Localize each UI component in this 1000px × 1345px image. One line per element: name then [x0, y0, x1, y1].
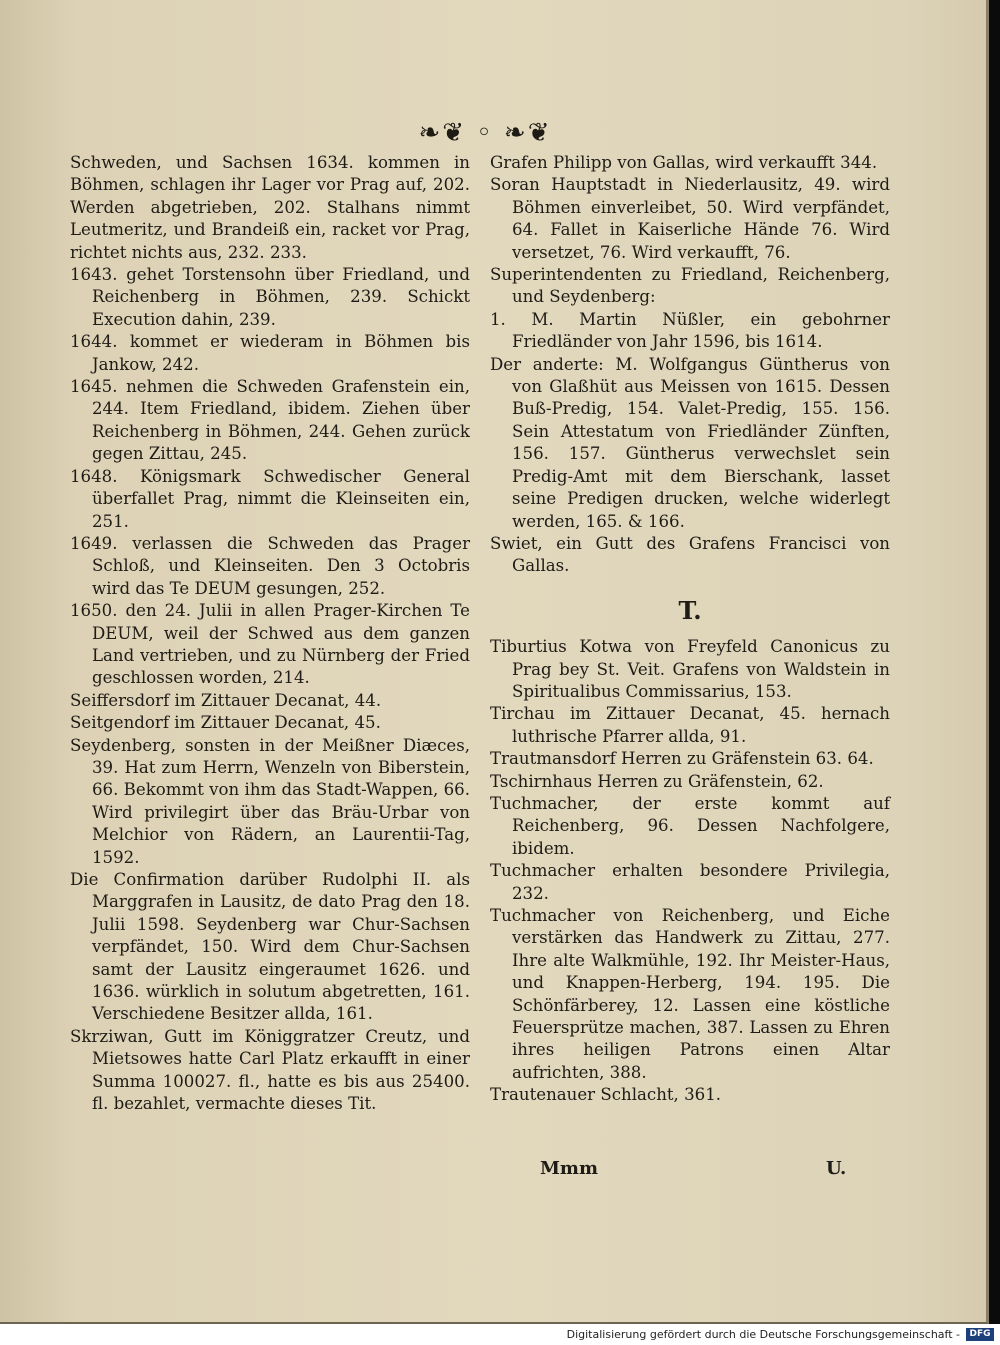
index-entry: 1. M. Martin Nüßler, ein gebohrner Friedländer von Jahr 1596, bis 1614. — [490, 309, 890, 352]
index-entry: Tuchmacher, der erste kommt auf Reichenberg, 96. Dessen Nachfolgere, ibidem. — [490, 793, 890, 858]
index-entry: Tuchmacher erhalten besondere Privilegia, 232. — [490, 861, 890, 903]
index-entry: Seitgendorf im Zittauer Decanat, 45. — [70, 713, 381, 733]
catchword: U. — [826, 1158, 847, 1179]
index-entry: Tuchmacher von Reichenberg, und Eiche verstärken das Handwerk zu Zittau, 277. Ihre alte Walkmühle, 192. Ihr Meister-Haus, und Knappen-Herberg, 194. 195. Die Schönfärberey, 12. Lassen eine köstliche Feuersprütze machen, 387. Lassen zu Ehren ihres heiligen Patrons einen Altar aufrichten, 388. — [490, 906, 890, 1082]
index-entry: Swiet, ein Gutt des Grafens Francisci von Gallas. — [490, 533, 890, 576]
dfg-logo: DFG — [966, 1328, 994, 1341]
index-entry: 1650. den 24. Julii in allen Prager-Kirchen Te DEUM, weil der Schwed aus dem ganzen Land vertrieben, und zu Nürnberg der Fried geschlossen worden, 214. — [70, 601, 470, 688]
index-entry: Seiffersdorf im Zittauer Decanat, 44. — [70, 690, 382, 710]
funding-notice: Digitalisierung gefördert durch die Deutsche Forschungsgemeinschaft - — [566, 1328, 960, 1341]
index-entry: Tirchau im Zittauer Decanat, 45. hernach luthrische Pfarrer allda, 91. — [490, 704, 890, 746]
index-entry: Der anderte: M. Wolfgangus Güntherus von von Glaßhüt aus Meissen von 1615. Dessen Buß-Predig, 154. Valet-Predig, 155. 156. Sein Attestatum von Friedländer Zünften, 156. 157. Güntherus verwechslet sein Predig-Amt mit dem Bierschank, lasset seine Predigen drucken, welche widerlegt werden, 165. & 166. — [490, 354, 890, 531]
index-entry: 1648. Königsmark Schwedischer General überfallet Prag, nimmt die Kleinseiten ein, 251. — [70, 466, 470, 531]
section-heading-t: T. — [678, 595, 702, 625]
signature-mark: Mmm — [540, 1158, 599, 1179]
index-entry: Soran Hauptstadt in Niederlausitz, 49. wird Böhmen einverleibet, 50. Wird verpfändet, 64. Fallet in Kaiserliche Hände 76. Wird versetzet, 76. Wird verkaufft, 76. — [490, 175, 890, 262]
index-entry: 1644. kommet er wiederam in Böhmen bis Jankow, 242. — [70, 332, 470, 374]
index-entry: Superintendenten zu Friedland, Reichenberg, und Seydenberg: — [490, 265, 890, 307]
index-entry: Tiburtius Kotwa von Freyfeld Canonicus zu Prag bey St. Veit. Grafens von Waldstein in Spiritualibus Commissarius, 153. — [490, 637, 890, 701]
right-column — [490, 152, 890, 1107]
index-entry: Schweden, und Sachsen 1634. kommen in Böhmen, schlagen ihr Lager vor Prag auf, 202. Werden abgetrieben, 202. Stalhans nimmt Leutmeritz, und Brandeiß ein, racket vor Prag, richtet nichts aus, 232. 233. — [70, 153, 470, 262]
index-entry: 1649. verlassen die Schweden das Prager Schloß, und Kleinseiten. Den 3 Octobris wird das Te DEUM gesungen, 252. — [70, 533, 470, 598]
index-entry: Die Confirmation darüber Rudolphi II. als Marggrafen in Lausitz, de dato Prag den 18. Julii 1598. Seydenberg war Chur-Sachsen verpfändet, 150. Wird dem Chur-Sachsen samt der Lausitz eingeraumet 1626. und 1636. würklich in solutum abgetretten, 161. Verschiedene Besitzer allda, 161. — [70, 870, 470, 1024]
index-entry: Trautmansdorf Herren zu Gräfenstein 63. 64. — [490, 749, 874, 769]
index-entry: Grafen Philipp von Gallas, wird verkaufft 344. — [490, 153, 878, 172]
index-entry: Skrziwan, Gutt im Königgratzer Creutz, und Mietsowes hatte Carl Platz erkaufft in einer Summa 100027. fl., hatte es bis aus 25400. fl. bezahlet, vermachte dieses Tit. — [70, 1026, 470, 1114]
index-entry: Trautenauer Schlacht, 361. — [490, 1085, 722, 1105]
index-entry: Seydenberg, sonsten in der Meißner Diæces, 39. Hat zum Herrn, Wenzeln von Biberstein, 66. Bekommt von ihm das Stadt-Wappen, 66. Wird privilegirt über das Bräu-Urbar von Melchior von Rädern, an Laurentii-Tag, 1592. — [70, 735, 470, 867]
footer-bar — [0, 1324, 1000, 1345]
header-ornament: ❧⁠❦ ◦ ❧❦ — [418, 118, 552, 148]
index-entry: 1643. gehet Torstensohn über Friedland, und Reichenberg in Böhmen, 239. Schickt Execution dahin, 239. — [70, 265, 470, 329]
index-entry: 1645. nehmen die Schweden Grafenstein ein, 244. Item Friedland, ibidem. Ziehen über Reichenberg in Böhmen, 244. Gehen zurück gegen Zittau, 245. — [70, 377, 470, 464]
index-entry: Tschirnhaus Herren zu Gräfenstein, 62. — [490, 771, 824, 791]
left-column — [70, 152, 470, 1115]
